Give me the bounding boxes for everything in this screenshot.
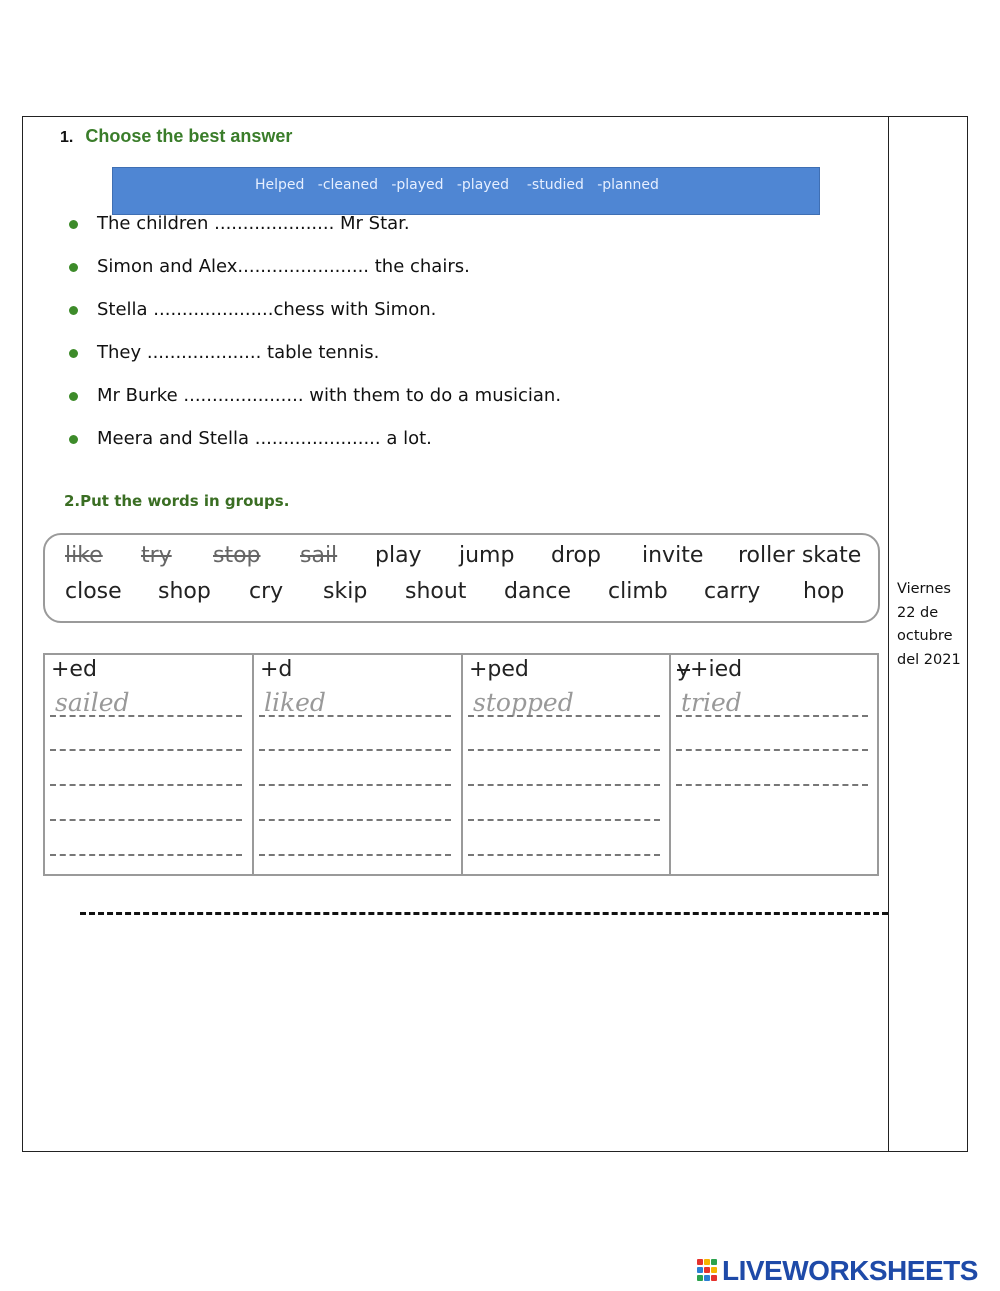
- answer-line[interactable]: [259, 819, 451, 821]
- bullet-icon: [69, 220, 78, 229]
- verb-word: skip: [323, 579, 368, 604]
- bullet-icon: [69, 392, 78, 401]
- verb-word: cry: [249, 579, 284, 604]
- answer-line[interactable]: [468, 749, 660, 751]
- group-column-d: [254, 655, 463, 874]
- groups-table: [43, 653, 879, 876]
- verb-word: like: [65, 543, 103, 568]
- answer-line[interactable]: [259, 749, 451, 751]
- exercise1-heading: [60, 126, 292, 147]
- answer-line[interactable]: [468, 819, 660, 821]
- example-answer: tried: [681, 688, 742, 717]
- verb-word: invite: [642, 543, 704, 568]
- answer-line[interactable]: [676, 715, 868, 717]
- bullet-icon: [69, 435, 78, 444]
- verb-word: try: [141, 543, 172, 568]
- column-header: y+ied: [677, 657, 743, 682]
- sentence-item: [67, 338, 561, 381]
- verb-word: dance: [504, 579, 572, 604]
- sentence-item: [67, 424, 561, 467]
- word-bank-text: Helped -cleaned -played -played -studied -planned: [255, 177, 659, 193]
- verb-word: roller skate: [738, 543, 862, 568]
- answer-line[interactable]: [259, 784, 451, 786]
- sentence-text[interactable]: The children ..................... Mr Star.: [97, 213, 410, 234]
- verb-word: close: [65, 579, 122, 604]
- sentence-text[interactable]: Stella .....................chess with Simon.: [97, 299, 437, 320]
- group-column-ied: [671, 655, 877, 874]
- verb-word: climb: [608, 579, 668, 604]
- word-bank-box: [112, 167, 820, 215]
- date-cell: [897, 578, 967, 672]
- verb-word-box: [43, 533, 880, 623]
- group-column-ped: [463, 655, 671, 874]
- verb-word: hop: [803, 579, 845, 604]
- bullet-icon: [69, 349, 78, 358]
- verb-word: carry: [704, 579, 761, 604]
- exercise1-number: 1.: [60, 129, 74, 146]
- sentence-item: [67, 295, 561, 338]
- verb-row-1: [45, 543, 878, 579]
- cut-line: [80, 912, 888, 915]
- answer-line[interactable]: [468, 715, 660, 717]
- example-answer: liked: [264, 688, 326, 717]
- sentence-item: [67, 209, 561, 252]
- column-header: +ed: [51, 657, 97, 682]
- sentence-text[interactable]: Mr Burke ..................... with them to do a musician.: [97, 385, 562, 406]
- logo-icon: [697, 1259, 719, 1283]
- exercise2-title: 2.Put the words in groups.: [64, 492, 290, 510]
- date-line: 22 de: [897, 604, 939, 621]
- date-line: Viernes: [897, 581, 951, 597]
- sentence-text[interactable]: Meera and Stella ...................... a lot.: [97, 428, 432, 449]
- column-header: +ped: [469, 657, 529, 682]
- exercise1-title: Choose the best answer: [85, 126, 293, 146]
- verb-word: play: [375, 543, 422, 568]
- verb-word: drop: [551, 543, 601, 568]
- verb-word: shop: [158, 579, 211, 604]
- answer-line[interactable]: [50, 854, 242, 856]
- answer-line[interactable]: [50, 819, 242, 821]
- sentence-text[interactable]: Simon and Alex....................... the chairs.: [97, 256, 470, 277]
- answer-line[interactable]: [676, 784, 868, 786]
- verb-word: sail: [300, 543, 338, 568]
- sentence-item: [67, 381, 561, 424]
- sentence-item: [67, 252, 561, 295]
- answer-line[interactable]: [676, 749, 868, 751]
- verb-row-2: [45, 579, 878, 615]
- bullet-icon: [69, 263, 78, 272]
- answer-line[interactable]: [259, 854, 451, 856]
- verb-word: jump: [459, 543, 515, 568]
- answer-line[interactable]: [259, 715, 451, 717]
- sentence-text[interactable]: They .................... table tennis.: [97, 342, 380, 363]
- date-line: del 2021: [897, 651, 961, 668]
- answer-line[interactable]: [50, 715, 242, 717]
- group-column-ed: [45, 655, 254, 874]
- date-line: octubre: [897, 628, 953, 644]
- verb-word: shout: [405, 579, 467, 604]
- verb-word: stop: [213, 543, 261, 568]
- answer-line[interactable]: [468, 854, 660, 856]
- sentence-list: [67, 209, 561, 467]
- answer-line[interactable]: [468, 784, 660, 786]
- answer-line[interactable]: [50, 749, 242, 751]
- brand-text: LIVEWORKSHEETS: [722, 1255, 978, 1286]
- column-divider: [888, 116, 889, 1152]
- example-answer: stopped: [473, 688, 574, 717]
- bullet-icon: [69, 306, 78, 315]
- answer-line[interactable]: [50, 784, 242, 786]
- example-answer: sailed: [55, 688, 130, 717]
- column-header: +d: [260, 657, 293, 682]
